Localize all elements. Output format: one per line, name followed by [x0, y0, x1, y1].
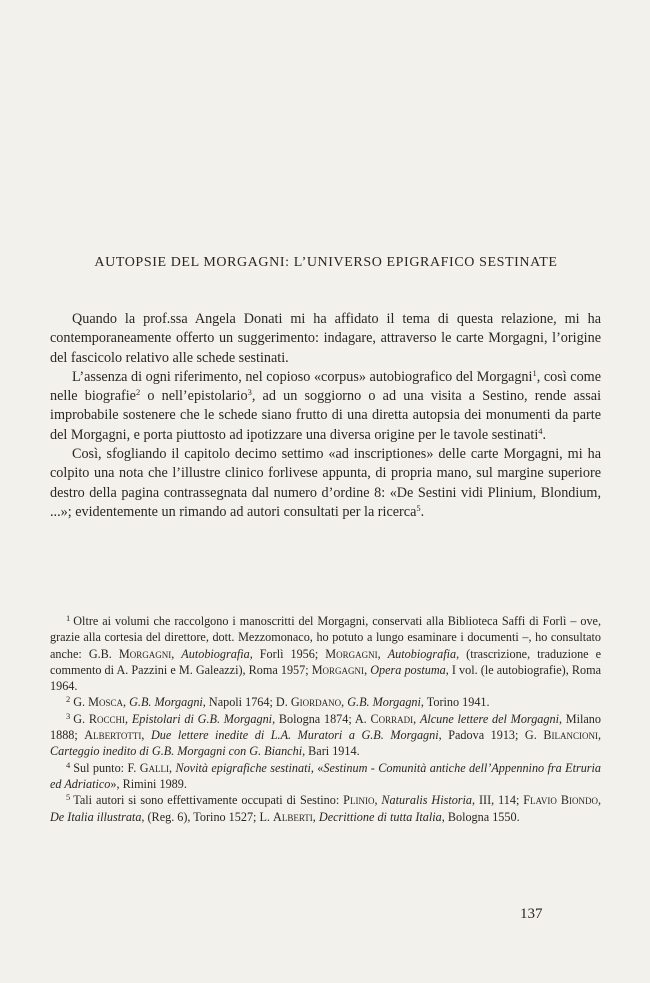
paragraph-2-text-a: L’assenza di ogni riferimento, nel copioso «corpus» autobiografico del Morgagni — [72, 368, 533, 385]
footnote-text: , Napoli 1764; D. — [202, 695, 291, 710]
footnote-ref-1: 1 — [532, 367, 537, 378]
footnote-work-title: Novità epigrafiche sestinati — [175, 760, 311, 775]
footnote-author: Giordano — [290, 695, 342, 710]
footnote-number: 3 — [66, 710, 71, 721]
footnote-text: , — [123, 695, 130, 710]
footnote-text: , — [341, 695, 348, 710]
footnote-author: Albertotti — [84, 728, 142, 743]
chapter-title: AUTOPSIE DEL MORGAGNI: L’UNIVERSO EPIGRAFICO SESTINATE — [94, 255, 558, 270]
footnote-work-title: G.B. Morgagni — [347, 695, 421, 710]
footnote-work-title: G.B. Morgagni — [129, 695, 203, 710]
body-text — [50, 310, 601, 522]
footnote-author: Flavio Biondo — [523, 793, 598, 808]
paragraph-2-text-e: . — [542, 426, 547, 443]
footnote-3 — [50, 711, 601, 760]
footnote-text: , — [377, 646, 388, 661]
footnote-number: 4 — [66, 759, 71, 770]
footnote-text: , — [171, 646, 182, 661]
footnotes — [50, 613, 601, 825]
footnote-work-title: Sestinum - Comunità antiche dell’Appennino fra Etruria ed Adriatico — [50, 760, 602, 791]
footnote-author: Plinio — [343, 793, 375, 808]
footnote-text: , Padova 1913; G. — [438, 728, 544, 743]
footnote-author: Rocchi — [88, 711, 126, 726]
footnote-text: , — [168, 760, 176, 775]
footnote-work-title: De Italia illustrata — [50, 809, 142, 824]
footnote-work-title: Naturalis Historia — [381, 793, 473, 808]
footnote-text: , I vol. (le autobiografie), Roma 1964. — [50, 662, 601, 694]
paragraph-2-text-d: , ad un soggiorno o ad una visita a Sestino, rende assai improbabile sostenere che le schede siano frutto di una diretta autopsia dei monumenti da parte del Morgagni, e porta piuttosto ad ipotizzare una diversa origine per le tavole sestinati — [50, 388, 602, 443]
footnote-text: , — [413, 711, 420, 726]
footnote-ref-3: 3 — [247, 387, 252, 398]
footnote-text: G. — [73, 711, 89, 726]
footnote-text: G. — [73, 695, 89, 710]
paragraph-3-text-a: Così, sfogliando il capitolo decimo settimo «ad inscriptiones» delle carte Morgagni, mi ha colpito una nota che l’illustre clinico forlivese appunta, di propria mano, sul margine superiore destro della pagina contrassegnata dal numero d’ordine 8: «De Sestini vidi Plinium, Blondium, ...»; evidentemente un rimando ad autori consultati per la ricerca — [50, 446, 601, 520]
footnote-author: Morgagni — [325, 646, 378, 661]
footnote-number: 2 — [66, 694, 71, 705]
footnote-text: Sul punto: F. — [73, 760, 140, 775]
footnote-work-title: Autobiografia — [387, 646, 457, 661]
footnote-work-title: Decrittione di tutta Italia — [318, 809, 442, 824]
footnote-text: Oltre ai volumi che raccolgono i manoscritti del Morgagni, conservati alla Biblioteca Saffi di Forlì – ove, grazie alla cortesia del direttore, dott. Mezzomonaco, ho potuto a lungo esaminare i documenti –, ho consultato anche: — [50, 614, 601, 661]
footnote-author: Alberti — [273, 809, 313, 824]
footnote-text: , — [597, 728, 601, 743]
footnote-author: G.B. Morgagni — [88, 646, 172, 661]
paragraph-2-text-c: o nell’epistolario — [140, 388, 248, 405]
paragraph-2-text-b: , così come nelle biografie — [50, 368, 601, 405]
footnote-text: , Bologna 1550. — [441, 809, 520, 824]
footnote-author: Bilancioni — [543, 728, 598, 743]
footnote-author: Galli — [139, 760, 169, 775]
footnote-work-title: Autobiografia — [181, 646, 250, 661]
footnote-text: , — [312, 809, 319, 824]
footnote-work-title: Opera postuma — [370, 662, 446, 677]
footnote-text: , — [125, 711, 132, 726]
footnote-text: , (Reg. 6), Torino 1527; L. — [141, 809, 274, 824]
footnote-text: , Forlì 1956; — [249, 646, 326, 661]
footnote-text: , (trascrizione, traduzione e commento di A. Pazzini e M. Galeazzi), Roma 1957; — [50, 646, 602, 677]
paragraph-2 — [50, 368, 601, 445]
footnote-1 — [50, 613, 601, 694]
footnote-work-title: Alcune lettere del Morgagni — [419, 711, 559, 726]
footnote-number: 5 — [66, 792, 71, 803]
footnote-text: », Rimini 1989. — [110, 776, 187, 791]
footnote-text: , — [374, 793, 382, 808]
footnote-work-title: Epistolari di G.B. Morgagni — [131, 711, 273, 726]
footnote-work-title: Due lettere inedite di L.A. Muratori a G.B. Morgagni — [150, 728, 439, 743]
paragraph-3 — [50, 445, 601, 522]
paragraph-1: Quando la prof.ssa Angela Donati mi ha affidato il tema di questa relazione, mi ha contemporaneamente offerto un suggerimento: indagare, attraverso le carte Morgagni, l’origine del fascicolo relativo alle schede sestinati. — [50, 311, 601, 366]
footnote-author: Morgagni — [311, 662, 365, 677]
footnote-text: , Bari 1914. — [302, 744, 360, 759]
footnote-text: , « — [310, 760, 324, 775]
footnote-author: Corradi — [370, 711, 414, 726]
footnote-number: 1 — [66, 613, 71, 623]
page-number: 137 — [520, 906, 543, 922]
footnote-text: , — [364, 662, 371, 677]
footnote-text: , — [141, 728, 151, 743]
footnote-text: Tali autori si sono effettivamente occupati di Sestino: — [73, 793, 344, 808]
footnote-author: Mosca — [88, 695, 124, 710]
footnote-text: , Torino 1941. — [420, 695, 490, 710]
footnote-2 — [50, 694, 601, 710]
footnote-ref-4: 4 — [538, 425, 543, 436]
footnote-text: , Bologna 1874; A. — [272, 711, 371, 726]
footnote-text: , — [597, 793, 601, 808]
footnote-5 — [50, 792, 601, 825]
footnote-ref-2: 2 — [135, 387, 141, 398]
footnote-text: , Milano 1888; — [50, 711, 601, 743]
footnote-text: , III, 114; — [472, 793, 524, 808]
paragraph-3-text-b: . — [420, 503, 425, 520]
footnote-work-title: Carteggio inedito di G.B. Morgagni con G. Bianchi — [50, 744, 303, 759]
footnote-4 — [50, 760, 601, 793]
footnote-ref-5: 5 — [416, 502, 421, 513]
